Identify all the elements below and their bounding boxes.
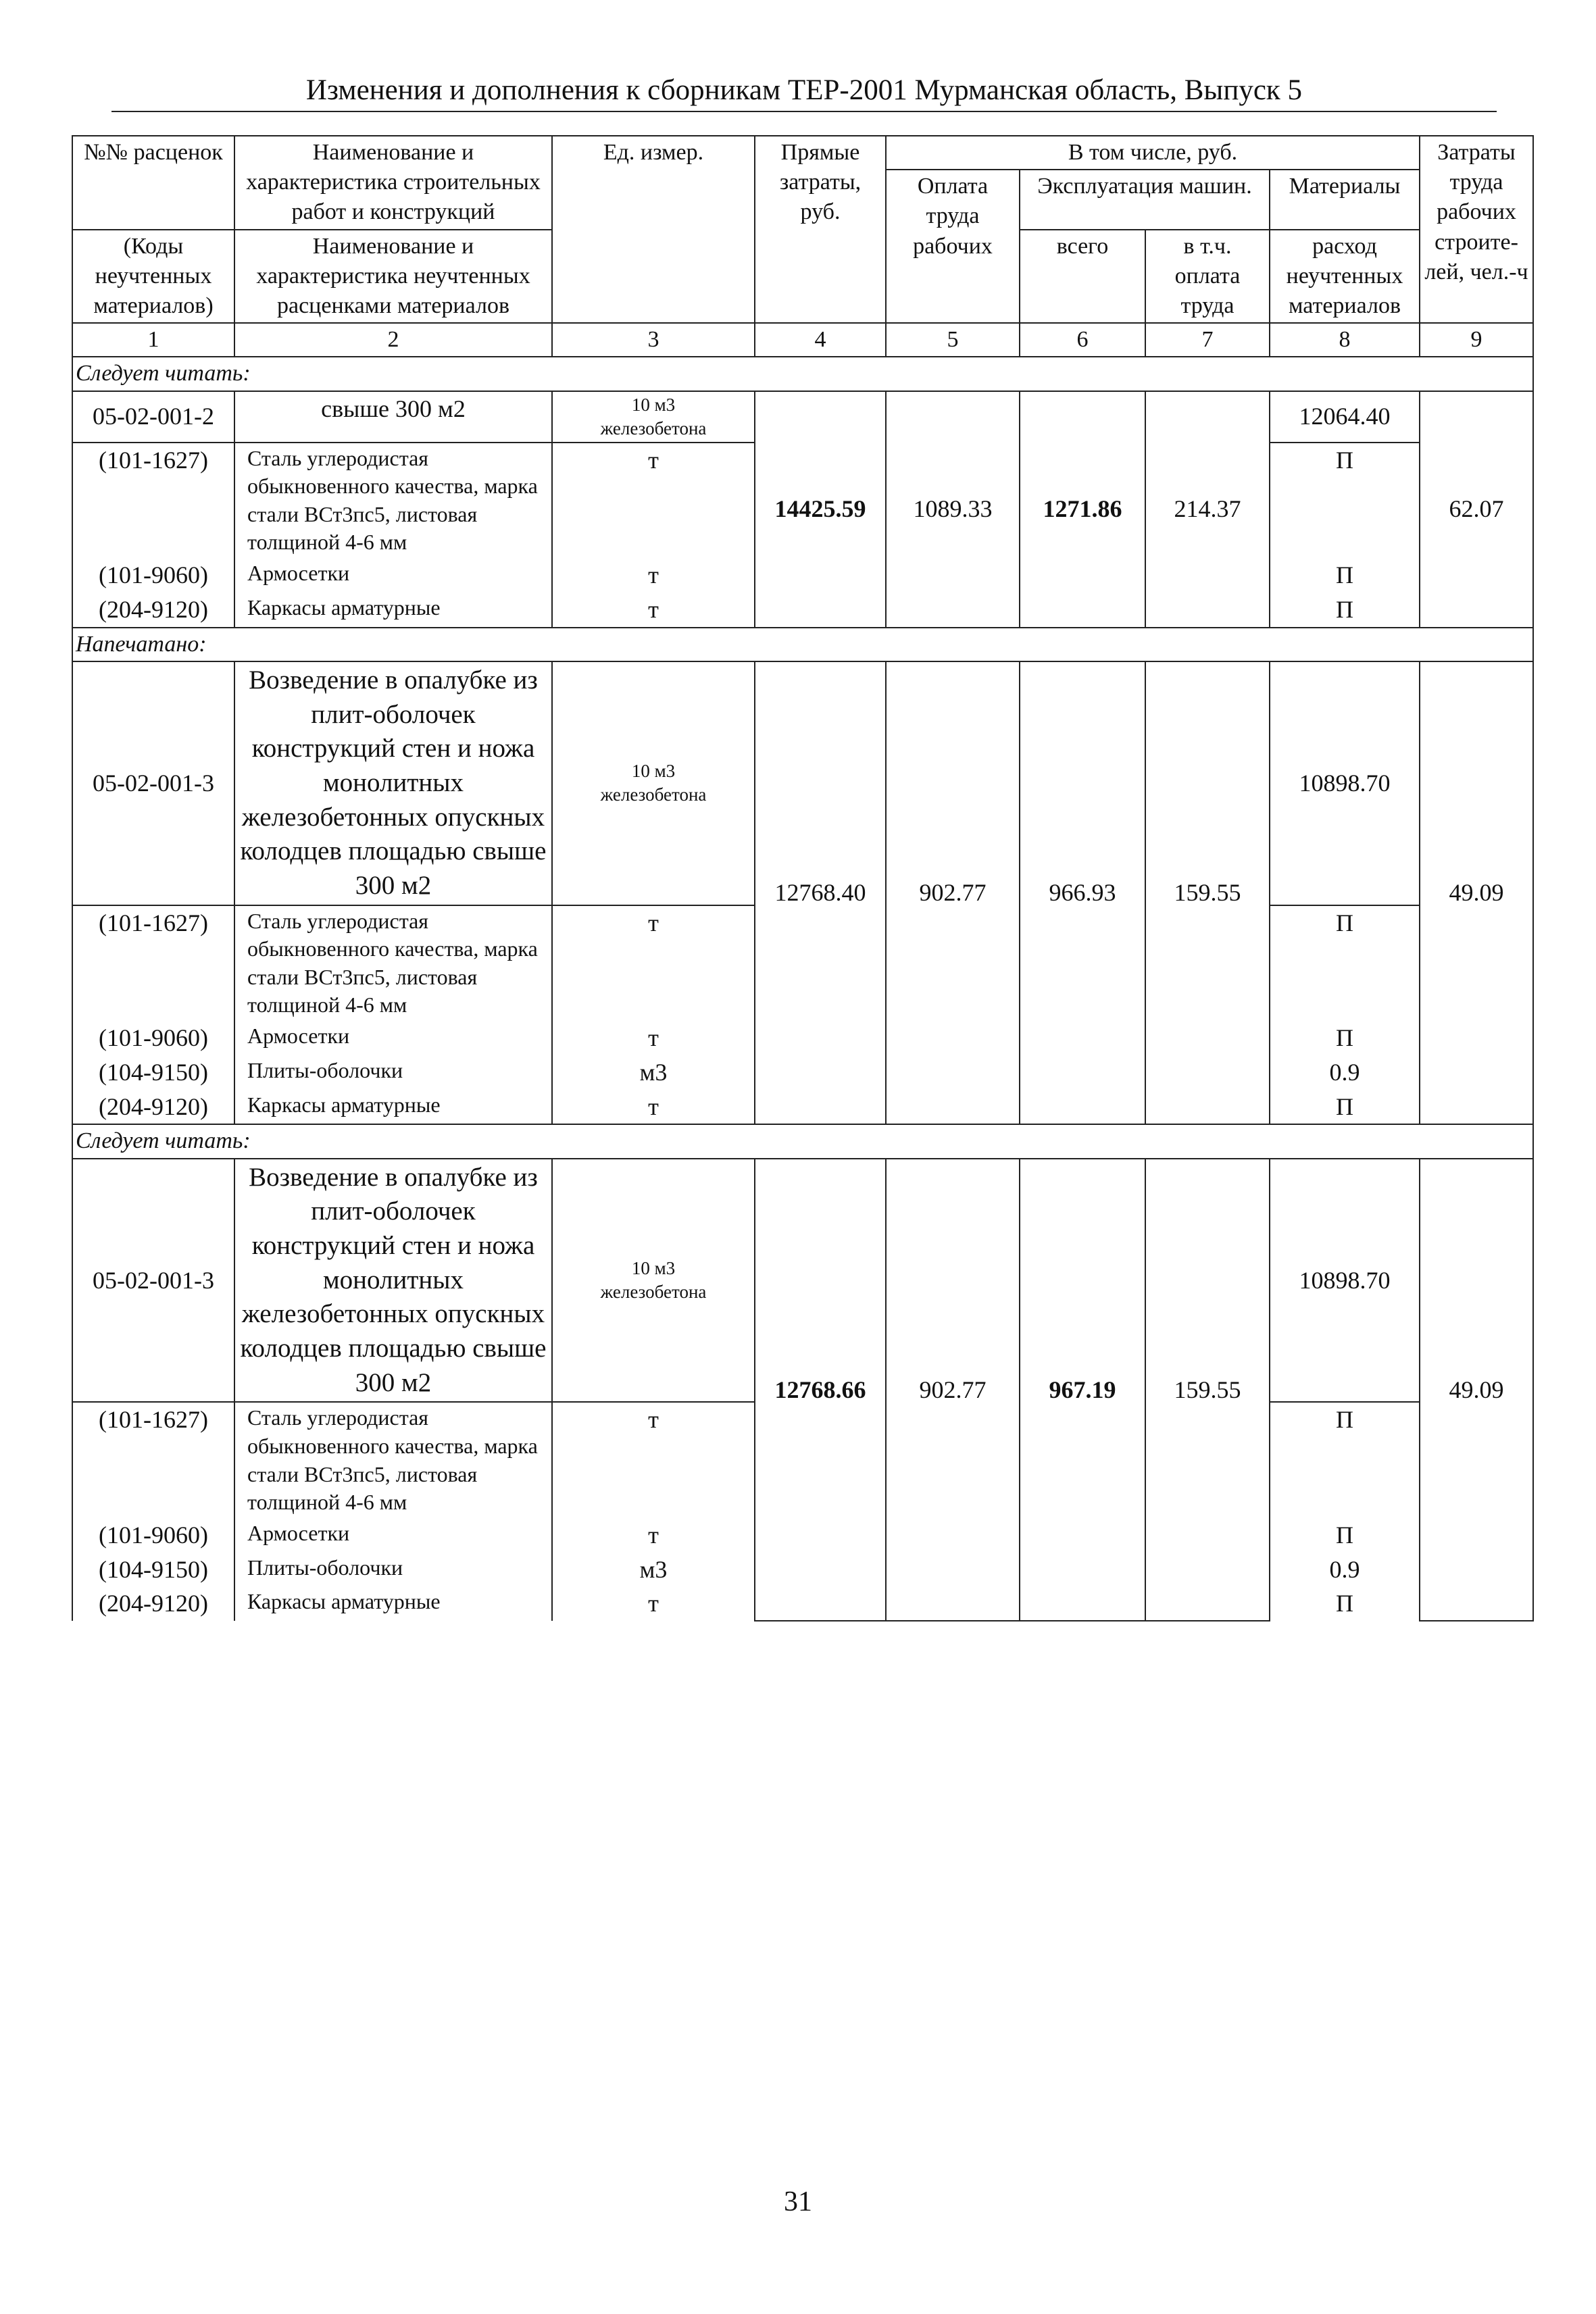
labor-hours: 49.09 [1420, 661, 1533, 1125]
material-code: (204-9120) [72, 1586, 234, 1621]
materials-cost: 12064.40 [1270, 391, 1420, 443]
col8-header-bottom: расход неучтенных материалов [1270, 230, 1420, 324]
unit-bottom: железобетона [600, 784, 707, 805]
machines-labor-cost: 214.37 [1145, 391, 1270, 628]
material-unit: м3 [552, 1055, 755, 1090]
labor-hours: 49.09 [1420, 1159, 1533, 1621]
material-name: Каркасы арматурные [234, 593, 552, 628]
direct-cost: 14425.59 [755, 391, 886, 628]
col3-header: Ед. измер. [552, 136, 755, 323]
labor-hours: 62.07 [1420, 391, 1533, 628]
unit-top: 10 м3 [631, 1257, 676, 1278]
rate-code: 05-02-001-3 [72, 661, 234, 905]
direct-cost: 12768.66 [755, 1159, 886, 1621]
material-qty: П [1270, 443, 1420, 558]
material-code: (101-1627) [72, 1402, 234, 1517]
material-name: Каркасы арматурные [234, 1090, 552, 1125]
materials-cost: 10898.70 [1270, 1159, 1420, 1403]
material-name: Сталь углеродистая обыкновенного качества, марка стали ВСт3пс5, листовая толщиной 4-6 мм [234, 905, 552, 1021]
rate-name: Возведение в опалубке из плит-оболочек конструкций стен и ножа монолитных железобетонных опускных колодцев площадью свыше 300 м2 [234, 1159, 552, 1403]
unit-bottom: железобетона [600, 1282, 707, 1303]
col-number: 2 [234, 323, 552, 357]
col67-header: Эксплуатация машин. [1020, 170, 1270, 229]
unit-top: 10 м3 [631, 761, 676, 782]
material-code: (101-1627) [72, 905, 234, 1021]
material-qty: П [1270, 1586, 1420, 1621]
col9-header: Затраты труда рабочих строите-лей, чел.-ч [1420, 136, 1533, 323]
col4-header: Прямые затраты, руб. [755, 136, 886, 323]
material-name: Армосетки [234, 1518, 552, 1553]
col6-header: всего [1020, 230, 1145, 324]
material-name: Сталь углеродистая обыкновенного качества, марка стали ВСт3пс5, листовая толщиной 4-6 мм [234, 1402, 552, 1517]
col-number: 6 [1020, 323, 1145, 357]
col1-header-top: №№ расценок [72, 136, 234, 230]
rate-unit [552, 1159, 755, 1403]
col-number: 5 [886, 323, 1020, 357]
machines-cost: 1271.86 [1020, 391, 1145, 628]
material-unit: т [552, 593, 755, 628]
direct-cost: 12768.40 [755, 661, 886, 1125]
material-code: (101-9060) [72, 558, 234, 593]
material-code: (101-9060) [72, 1021, 234, 1055]
col8-header-top: Материалы [1270, 170, 1420, 229]
rate-row [72, 1159, 1533, 1403]
col-number: 8 [1270, 323, 1420, 357]
material-code: (104-9150) [72, 1055, 234, 1090]
material-code: (204-9120) [72, 593, 234, 628]
material-qty: П [1270, 1402, 1420, 1517]
material-unit: т [552, 1021, 755, 1055]
material-code: (104-9150) [72, 1553, 234, 1587]
material-code: (101-1627) [72, 443, 234, 558]
page-header: Изменения и дополнения к сборникам ТЕР-2001 Мурманская область, Выпуск 5 [111, 70, 1497, 112]
materials-cost: 10898.70 [1270, 661, 1420, 905]
section-label-row [72, 628, 1533, 661]
col-number: 7 [1145, 323, 1270, 357]
material-name: Армосетки [234, 1021, 552, 1055]
rate-name: Возведение в опалубке из плит-оболочек конструкций стен и ножа монолитных железобетонных опускных колодцев площадью свыше 300 м2 [234, 661, 552, 905]
page-number: 31 [784, 2186, 812, 2217]
section-label: Напечатано: [72, 628, 1533, 661]
unit-top: 10 м3 [631, 394, 676, 415]
col-number: 1 [72, 323, 234, 357]
group-header: В том числе, руб. [886, 136, 1420, 170]
table-header-row-1 [72, 136, 1533, 170]
col-number: 4 [755, 323, 886, 357]
material-name: Сталь углеродистая обыкновенного качества, марка стали ВСт3пс5, листовая толщиной 4-6 мм [234, 443, 552, 558]
material-qty: 0.9 [1270, 1553, 1420, 1587]
material-unit: т [552, 1402, 755, 1517]
material-name: Плиты-оболочки [234, 1055, 552, 1090]
unit-bottom: железобетона [600, 418, 707, 438]
col2-header-bottom: Наименование и характеристика неучтенных расценками материалов [234, 230, 552, 324]
material-code: (101-9060) [72, 1518, 234, 1553]
rate-code: 05-02-001-2 [72, 391, 234, 443]
material-name: Плиты-оболочки [234, 1553, 552, 1587]
material-unit: т [552, 1518, 755, 1553]
machines-labor-cost: 159.55 [1145, 661, 1270, 1125]
labor-cost: 902.77 [886, 661, 1020, 1125]
column-numbers-row [72, 323, 1533, 357]
material-qty: П [1270, 905, 1420, 1021]
labor-cost: 1089.33 [886, 391, 1020, 628]
material-unit: т [552, 1586, 755, 1621]
material-name: Армосетки [234, 558, 552, 593]
machines-cost: 966.93 [1020, 661, 1145, 1125]
col1-header-bottom: (Коды неучтенных материалов) [72, 230, 234, 324]
material-unit: т [552, 1090, 755, 1125]
material-qty: П [1270, 1021, 1420, 1055]
col5-header: Оплата труда рабочих [886, 170, 1020, 323]
labor-cost: 902.77 [886, 1159, 1020, 1621]
section-label-row [72, 357, 1533, 391]
section-label: Следует читать: [72, 1124, 1533, 1158]
material-code: (204-9120) [72, 1090, 234, 1125]
rates-table [72, 135, 1534, 1621]
rate-name: свыше 300 м2 [234, 391, 552, 443]
section-label: Следует читать: [72, 357, 1533, 391]
material-qty: П [1270, 1090, 1420, 1125]
material-qty: П [1270, 593, 1420, 628]
machines-cost: 967.19 [1020, 1159, 1145, 1621]
section-label-row [72, 1124, 1533, 1158]
rate-unit [552, 661, 755, 905]
col2-header-top: Наименование и характеристика строительных работ и конструкций [234, 136, 552, 230]
material-unit: т [552, 905, 755, 1021]
material-unit: м3 [552, 1553, 755, 1587]
rate-row [72, 661, 1533, 905]
material-qty: П [1270, 1518, 1420, 1553]
material-name: Каркасы арматурные [234, 1586, 552, 1621]
machines-labor-cost: 159.55 [1145, 1159, 1270, 1621]
rate-row [72, 391, 1533, 443]
col-number: 3 [552, 323, 755, 357]
rate-code: 05-02-001-3 [72, 1159, 234, 1403]
material-qty: 0.9 [1270, 1055, 1420, 1090]
material-qty: П [1270, 558, 1420, 593]
col7-header: в т.ч. оплата труда [1145, 230, 1270, 324]
col-number: 9 [1420, 323, 1533, 357]
material-unit: т [552, 443, 755, 558]
material-unit: т [552, 558, 755, 593]
rate-unit [552, 391, 755, 443]
